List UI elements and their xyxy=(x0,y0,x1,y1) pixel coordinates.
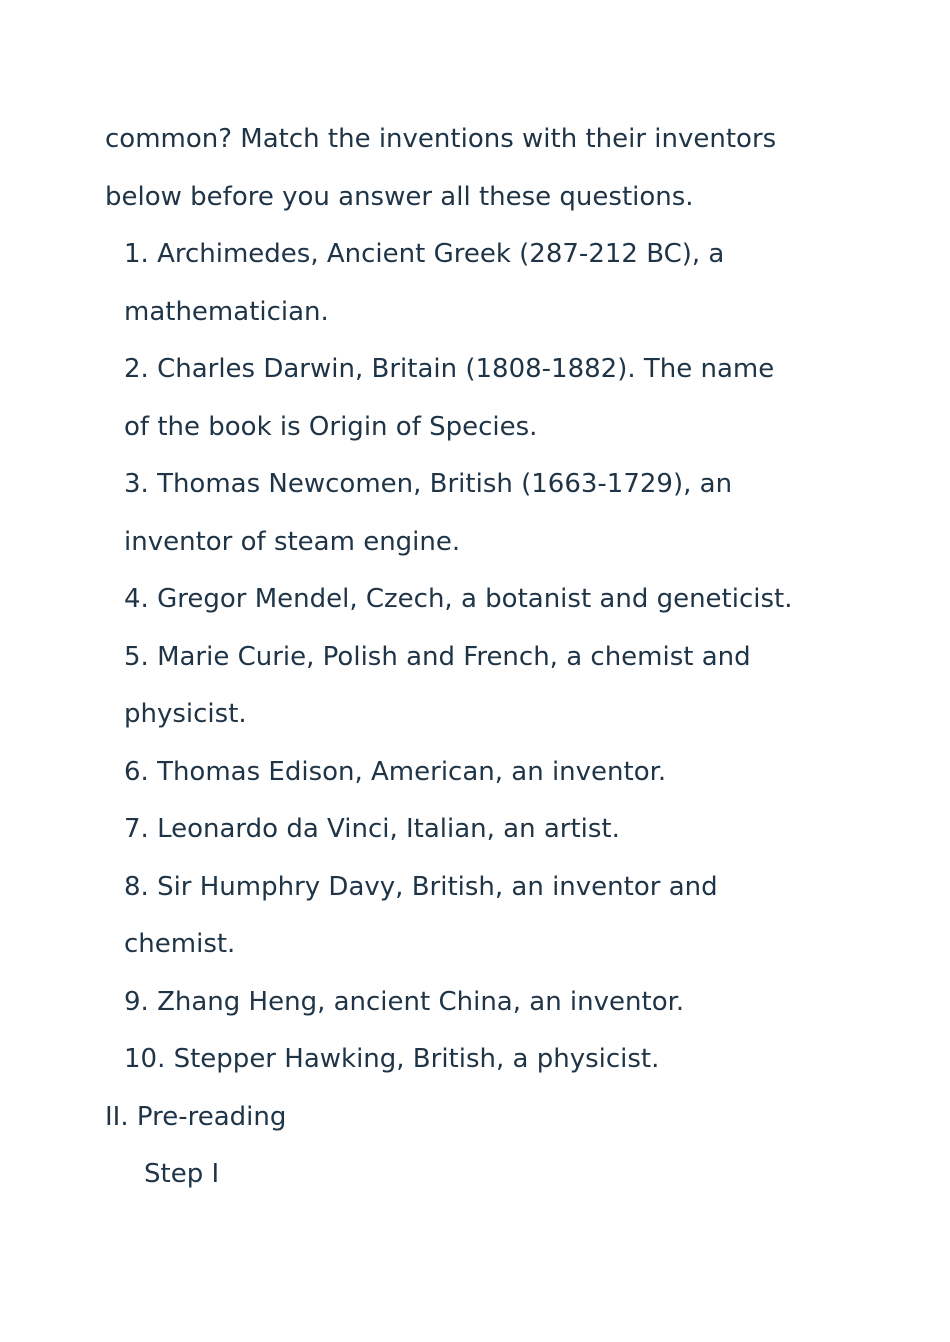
list-item-text: 9. Zhang Heng, ancient China, an inventor. xyxy=(124,986,685,1017)
list-item xyxy=(105,571,865,629)
list-item xyxy=(105,744,865,802)
intro-line: below before you answer all these questions. xyxy=(105,181,694,212)
list-item xyxy=(105,859,865,974)
list-item xyxy=(105,226,865,341)
inventor-list xyxy=(105,226,865,1089)
list-item xyxy=(105,801,865,859)
list-item-text: inventor of steam engine. xyxy=(124,526,461,557)
list-item xyxy=(105,456,865,571)
list-item-text: 5. Marie Curie, Polish and French, a chemist and xyxy=(124,641,751,672)
list-item-text: 3. Thomas Newcomen, British (1663-1729), an xyxy=(124,469,733,499)
list-item-text: 7. Leonardo da Vinci, Italian, an artist. xyxy=(124,814,620,844)
document-page xyxy=(105,111,865,1204)
list-item-text: 8. Sir Humphry Davy, British, an inventor and xyxy=(124,871,718,902)
list-item xyxy=(105,974,865,1032)
list-item xyxy=(105,629,865,744)
list-item-text: 6. Thomas Edison, American, an inventor. xyxy=(124,756,667,787)
list-item-text: of the book is Origin of Species. xyxy=(124,411,538,442)
section-heading: II. Pre-reading xyxy=(105,1101,287,1132)
list-item xyxy=(105,341,865,456)
list-item xyxy=(105,1031,865,1089)
step-heading: Step I xyxy=(144,1159,220,1189)
list-item-text: 10. Stepper Hawking, British, a physicist. xyxy=(124,1044,660,1074)
list-item-text: 1. Archimedes, Ancient Greek (287-212 BC), a xyxy=(124,239,725,269)
list-item-text: 4. Gregor Mendel, Czech, a botanist and geneticist. xyxy=(124,584,793,614)
intro-line: common? Match the inventions with their inventors xyxy=(105,124,777,154)
list-item-text: 2. Charles Darwin, Britain (1808-1882). The name xyxy=(124,354,775,384)
list-item-text: chemist. xyxy=(124,929,236,959)
list-item-text: physicist. xyxy=(124,699,247,729)
list-item-text: mathematician. xyxy=(124,296,329,327)
